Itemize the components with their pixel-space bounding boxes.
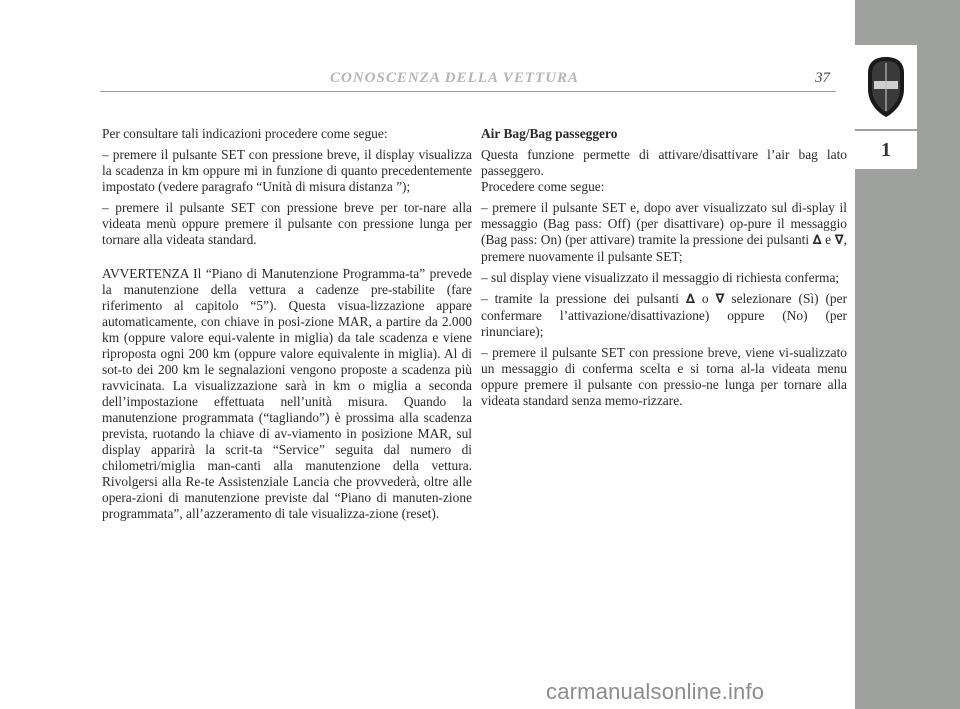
step-text: selezionare (Sì) (per confermare l’attivazione/disattivazione) oppure (No) (per rinunciare); [481,291,848,339]
step-text: – tramite la pressione dei pulsanti [481,291,686,306]
step-paragraph: – premere il pulsante SET con pressione breve per tor-nare alla videata menù oppure premere il pulsante con pressione lunga per tornare alla videata standard. [102,200,472,247]
procedure-label: Procedere come segue: [481,179,605,194]
warning-paragraph: AVVERTENZA Il “Piano di Manutenzione Programma-ta” prevede la manutenzione della vettura a cadenze pre-stabilite (fare riferimento al capitolo “5”). Questa visua-lizzazione appare automaticamente, con chiave in posi-zione MAR, a partire da 2.000 km (oppure valore equi-valente in miglia) da tale scadenza e viene riproposta ogni 200 km (oppure valore equivalente in miglia). Al di sot-to dei 200 km le segnalazioni vengono proposte a scadenza più ravvicinata. La visualizzazione sarà in km o miglia a seconda dell’impostazione effettuata nell’unità misura. Quando la manutenzione programmata (“tagliando”) è prossima alla scadenza prevista, ruotando la chiave di av-viamento in posizione MAR, sul display apparirà la scrit-ta “Service” seguita dal numero di chilometri/miglia man-canti alla manutenzione della vettura. Rivolgersi alla Re-te Assistenziale Lancia che provvederà, oltre alle opera-zioni di manutenzione previste dal “Piano di manuten-zione programmata”, all’azzeramento di tale visualizza-zione (reset). [102,266,472,521]
step-text: o [694,291,716,306]
down-arrow-icon: ∇ [715,292,725,307]
down-arrow-icon: ∇ [834,233,844,248]
right-column [481,126,847,414]
header-rule [100,91,836,92]
step-text: e [821,232,835,247]
up-arrow-icon: ∆ [812,233,822,248]
chapter-number: 1 [855,131,917,169]
intro-paragraph: Per consultare tali indicazioni procedere come segue: [102,126,388,141]
step-paragraph: – premere il pulsante SET con pressione breve, il display visualizza la scadenza in km oppure mi in funzione di quanto precedentemente impostato (vedere paragrafo “Unità di misura distanza ”); [102,147,472,194]
step-text: , premere nuovamente il pulsante SET; [481,232,847,264]
page-number: 37 [815,70,830,86]
step-paragraph: – premere il pulsante SET con pressione breve, viene vi-sualizzato un messaggio di conferma scelta e si torna al-la videata menu oppure premere il pulsante con pressio-ne lunga per tornare alla videata standard senza memo-rizzare. [481,345,847,408]
step-paragraph: – sul display viene visualizzato il messaggio di richiesta conferma; [481,270,840,285]
section-title: CONOSCENZA DELLA VETTURA [330,70,580,86]
step-paragraph [481,200,847,265]
lancia-logo-icon [864,55,908,119]
airbag-heading: Air Bag/Bag passeggero [481,126,618,141]
watermark-text: carmanualsonline.info [546,679,765,704]
up-arrow-icon: ∆ [685,292,695,307]
step-text: – premere il pulsante SET e, dopo aver visualizzato sul di-splay il messaggio (Bag pass: Off) (per disattivare) op-pure il messaggio (Bag pass: On) (per attivare) tramite la pressione dei pulsanti [481,200,847,247]
step-paragraph [481,291,847,340]
left-column [102,126,472,527]
airbag-intro: Questa funzione permette di attivare/disattivare l’air bag lato passeggero. [481,147,847,178]
